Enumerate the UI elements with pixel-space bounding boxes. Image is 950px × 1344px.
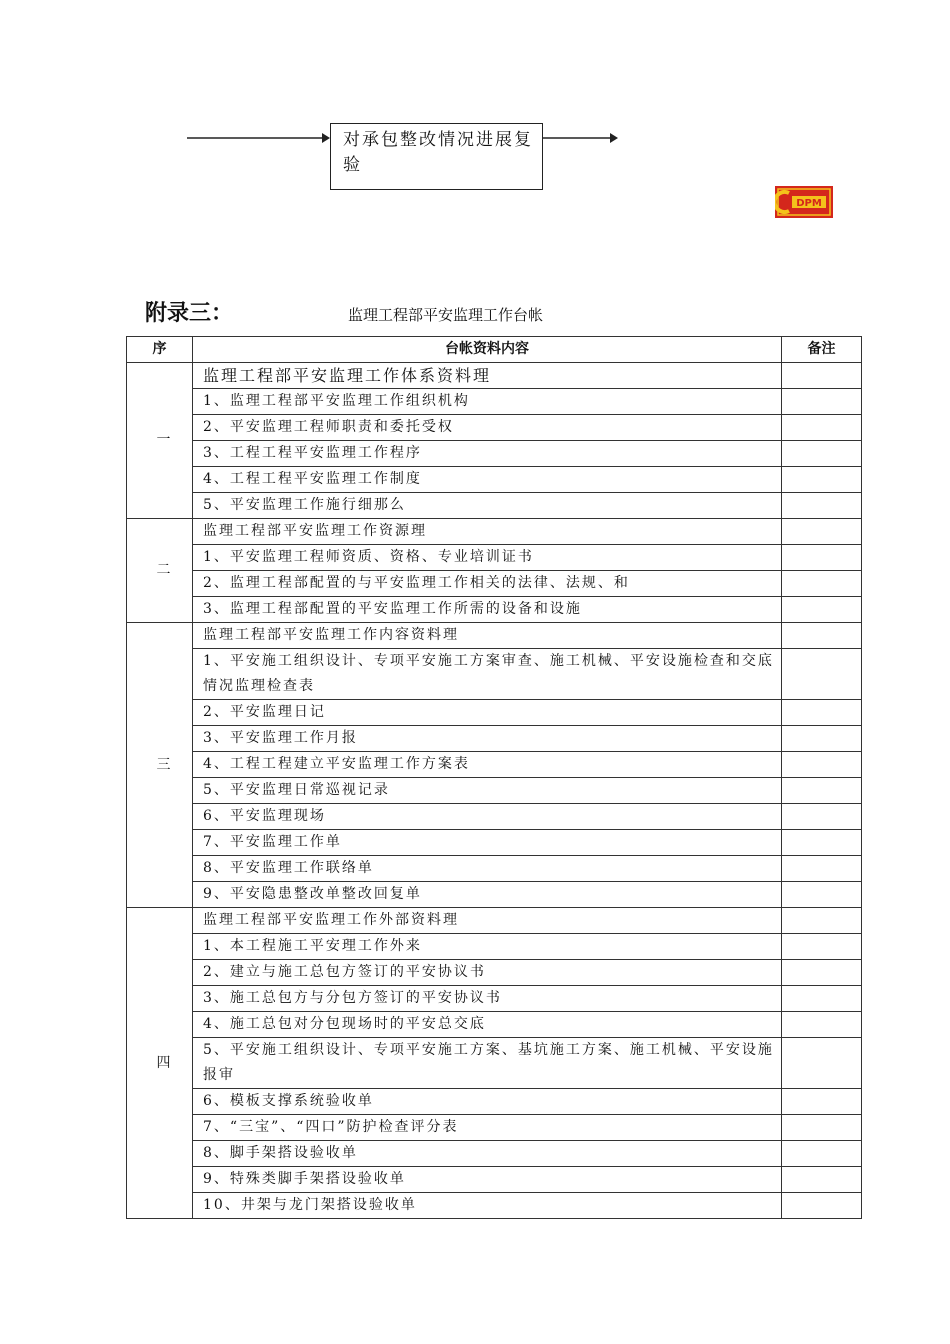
table-caption: 监理工程部平安监理工作台帐 [348, 306, 544, 324]
item-text: 5、平安施工组织设计、专项平安施工方案、基坑施工方案、施工机械、平安设施报审 [193, 1038, 782, 1089]
remark-cell [782, 882, 862, 908]
section-title: 监理工程部平安监理工作内容资料理 [193, 623, 782, 649]
item-text: 8、脚手架搭设验收单 [193, 1141, 782, 1167]
table-row [127, 700, 862, 726]
table-row [127, 623, 862, 649]
table-row [127, 571, 862, 597]
remark-cell [782, 415, 862, 441]
table-row [127, 467, 862, 493]
remark-cell [782, 934, 862, 960]
remark-cell [782, 1167, 862, 1193]
table-row [127, 519, 862, 545]
item-text: 3、工程工程平安监理工作程序 [193, 441, 782, 467]
table-row [127, 363, 862, 389]
table-row [127, 1089, 862, 1115]
item-text: 6、平安监理现场 [193, 804, 782, 830]
remark-cell [782, 1012, 862, 1038]
remark-cell [782, 778, 862, 804]
item-text: 3、施工总包方与分包方签订的平安协议书 [193, 986, 782, 1012]
remark-cell [782, 752, 862, 778]
item-text: 7、平安监理工作单 [193, 830, 782, 856]
table-row [127, 908, 862, 934]
table-row [127, 1193, 862, 1219]
remark-cell [782, 1089, 862, 1115]
remark-cell [782, 545, 862, 571]
item-text: 9、特殊类脚手架搭设验收单 [193, 1167, 782, 1193]
header-remark: 备注 [782, 337, 862, 363]
remark-cell [782, 804, 862, 830]
table-row [127, 441, 862, 467]
table-row [127, 545, 862, 571]
remark-cell [782, 493, 862, 519]
item-text: 8、平安监理工作联络单 [193, 856, 782, 882]
remark-cell [782, 389, 862, 415]
remark-cell [782, 623, 862, 649]
table-row [127, 493, 862, 519]
item-text: 10、井架与龙门架搭设验收单 [193, 1193, 782, 1219]
company-logo [775, 186, 833, 218]
item-text: 1、本工程施工平安理工作外来 [193, 934, 782, 960]
section-number: 二 [127, 519, 193, 623]
remark-cell [782, 467, 862, 493]
remark-cell [782, 830, 862, 856]
section-number: 一 [127, 363, 193, 519]
remark-cell [782, 597, 862, 623]
table-row [127, 1167, 862, 1193]
table-row [127, 389, 862, 415]
section-title: 监理工程部平安监理工作外部资料理 [193, 908, 782, 934]
item-text: 4、施工总包对分包现场时的平安总交底 [193, 1012, 782, 1038]
remark-cell [782, 363, 862, 389]
item-text: 9、平安隐患整改单整改回复单 [193, 882, 782, 908]
appendix-title: 附录三： [145, 301, 234, 326]
remark-cell [782, 960, 862, 986]
remark-cell [782, 441, 862, 467]
table-row [127, 882, 862, 908]
table-row [127, 778, 862, 804]
item-text: 4、工程工程平安监理工作制度 [193, 467, 782, 493]
table-row [127, 1141, 862, 1167]
section-number: 三 [127, 623, 193, 908]
item-text: 2、监理工程部配置的与平安监理工作相关的法律、法规、和 [193, 571, 782, 597]
table-row [127, 752, 862, 778]
item-text: 6、模板支撑系统验收单 [193, 1089, 782, 1115]
header-seq: 序 [127, 337, 193, 363]
item-text: 2、建立与施工总包方签订的平安协议书 [193, 960, 782, 986]
remark-cell [782, 986, 862, 1012]
item-text: 1、监理工程部平安监理工作组织机构 [193, 389, 782, 415]
header-content: 台帐资料内容 [193, 337, 782, 363]
remark-cell [782, 1115, 862, 1141]
table-row [127, 1038, 862, 1089]
section-title: 监理工程部平安监理工作资源理 [193, 519, 782, 545]
table-row [127, 1012, 862, 1038]
item-text: 1、平安监理工程师资质、资格、专业培训证书 [193, 545, 782, 571]
item-text: 5、平安监理工作施行细那么 [193, 493, 782, 519]
remark-cell [782, 519, 862, 545]
outgoing-arrow-head [610, 133, 618, 143]
table-row [127, 1115, 862, 1141]
remark-cell [782, 856, 862, 882]
section-number: 四 [127, 908, 193, 1219]
section-title: 监理工程部平安监理工作体系资料理 [193, 363, 782, 389]
table-row [127, 415, 862, 441]
table-row [127, 830, 862, 856]
logo-text: DPM [796, 198, 822, 209]
remark-cell [782, 1038, 862, 1089]
remark-cell [782, 649, 862, 700]
ledger-table [126, 336, 862, 1219]
remark-cell [782, 1141, 862, 1167]
remark-cell [782, 726, 862, 752]
table-row [127, 960, 862, 986]
item-text: 2、平安监理工程师职责和委托受权 [193, 415, 782, 441]
remark-cell [782, 571, 862, 597]
item-text: 3、平安监理工作月报 [193, 726, 782, 752]
table-row [127, 856, 862, 882]
incoming-arrow-head [322, 133, 330, 143]
remark-cell [782, 1193, 862, 1219]
flow-step-box: 对承包整改情况进展复验 [330, 123, 543, 190]
remark-cell [782, 908, 862, 934]
table-row [127, 649, 862, 700]
table-row [127, 986, 862, 1012]
item-text: 1、平安施工组织设计、专项平安施工方案审查、施工机械、平安设施检查和交底情况监理检查表 [193, 649, 782, 700]
item-text: 5、平安监理日常巡视记录 [193, 778, 782, 804]
table-row [127, 934, 862, 960]
table-row [127, 597, 862, 623]
table-row [127, 726, 862, 752]
table-row [127, 804, 862, 830]
item-text: 3、监理工程部配置的平安监理工作所需的设备和设施 [193, 597, 782, 623]
item-text: 2、平安监理日记 [193, 700, 782, 726]
remark-cell [782, 700, 862, 726]
item-text: 7、“三宝”、“四口”防护检查评分表 [193, 1115, 782, 1141]
item-text: 4、工程工程建立平安监理工作方案表 [193, 752, 782, 778]
table-header-row [127, 337, 862, 363]
